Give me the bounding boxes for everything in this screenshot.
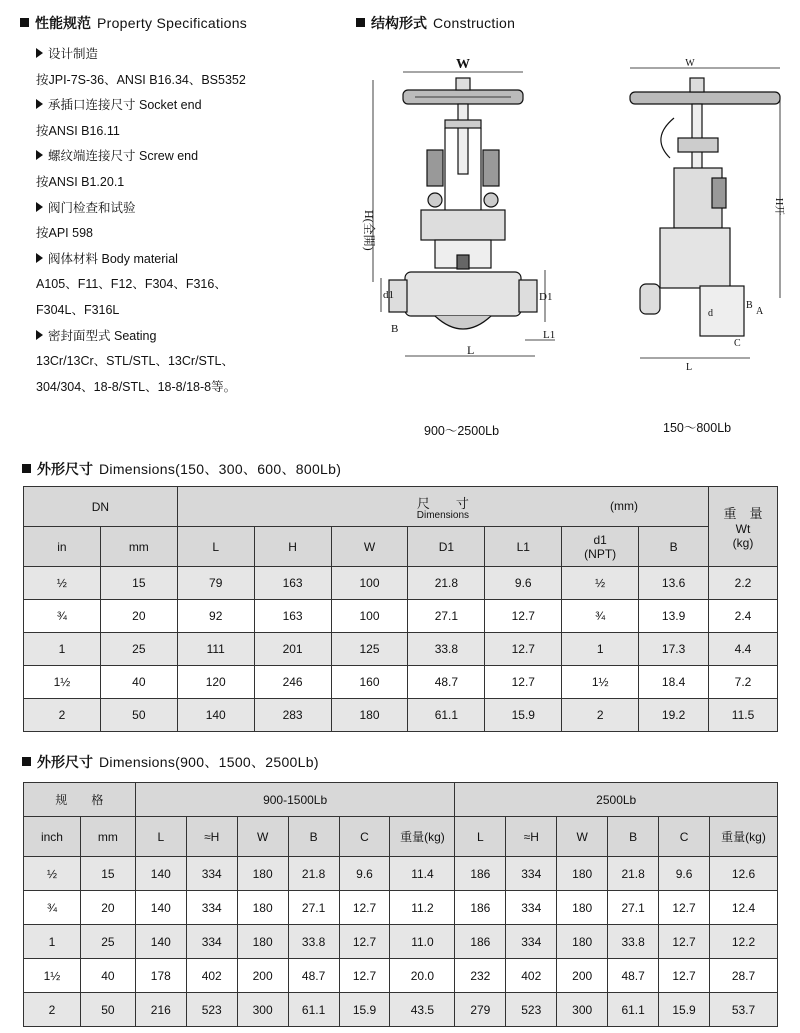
table-cell: 92 — [177, 600, 254, 633]
table-cell: 12.7 — [339, 959, 390, 993]
property-spec-list — [36, 42, 356, 400]
dim-label-w: W — [685, 58, 695, 69]
table-cell: 140 — [135, 857, 186, 891]
table-cell: ¾ — [24, 600, 101, 633]
table-cell: 283 — [254, 699, 331, 732]
table-cell: 12.7 — [485, 600, 562, 633]
table-cell: 33.8 — [408, 633, 485, 666]
table-cell: 216 — [135, 993, 186, 1027]
table-cell: 523 — [506, 993, 557, 1027]
col-l: L — [177, 527, 254, 567]
triangle-bullet-icon — [36, 330, 43, 340]
table-cell: 27.1 — [608, 891, 659, 925]
diagram-caption-left: 900～2500Lb — [424, 424, 500, 438]
table-cell: 28.7 — [710, 959, 778, 993]
table-cell: 12.7 — [659, 891, 710, 925]
table-cell: ½ — [562, 567, 639, 600]
table-cell: 100 — [331, 567, 408, 600]
table-cell: 20 — [80, 891, 135, 925]
dim-label-D1: D1 — [539, 291, 553, 303]
table-row — [24, 959, 778, 993]
spec-detail: F304L、F316L — [36, 302, 120, 317]
table-cell: 140 — [135, 925, 186, 959]
table-cell: 61.1 — [288, 993, 339, 1027]
table-cell: 13.9 — [639, 600, 709, 633]
table-cell: 12.7 — [659, 925, 710, 959]
table-cell: 40 — [80, 959, 135, 993]
table-cell: 12.7 — [339, 925, 390, 959]
table-cell: 186 — [455, 891, 506, 925]
table-cell: 200 — [237, 959, 288, 993]
table-cell: 163 — [254, 567, 331, 600]
table-cell: 200 — [557, 959, 608, 993]
triangle-bullet-icon — [36, 48, 43, 58]
col-D1: D1 — [408, 527, 485, 567]
table-cell: 334 — [506, 857, 557, 891]
square-bullet-icon — [22, 464, 31, 473]
table-cell: 1½ — [562, 666, 639, 699]
table-cell: 300 — [557, 993, 608, 1027]
spec-detail: 13Cr/13Cr、STL/STL、13Cr/STL、 — [36, 354, 234, 369]
table-cell: 163 — [254, 600, 331, 633]
dim-label-h: H开 — [773, 198, 784, 216]
table-cell: 2 — [24, 699, 101, 732]
table-cell: 1 — [24, 925, 81, 959]
table-cell: 21.8 — [288, 857, 339, 891]
table-cell: 402 — [186, 959, 237, 993]
table-cell: 180 — [237, 857, 288, 891]
dimensions-table-900-2500 — [23, 782, 778, 1027]
table-cell: 523 — [186, 993, 237, 1027]
table-cell: 140 — [135, 891, 186, 925]
table-cell: 17.3 — [639, 633, 709, 666]
table-cell: 111 — [177, 633, 254, 666]
table-cell: 201 — [254, 633, 331, 666]
table-cell: 43.5 — [390, 993, 455, 1027]
table-row — [24, 633, 778, 666]
table-cell: 12.6 — [710, 857, 778, 891]
column-header: inch — [24, 817, 81, 857]
table-row — [24, 925, 778, 959]
table-cell: 1½ — [24, 959, 81, 993]
table-cell: 21.8 — [608, 857, 659, 891]
table-cell: 2.2 — [709, 567, 778, 600]
spec-detail: 按ANSI B16.11 — [36, 123, 120, 138]
col-w: W — [331, 527, 408, 567]
table-cell: 50 — [80, 993, 135, 1027]
dim-label-l: L — [686, 362, 693, 373]
spec-header: 规 格 — [24, 783, 136, 817]
dim-label-h: H(全開) — [362, 210, 376, 251]
spec-item: 密封面型式 Seating — [36, 324, 356, 350]
column-header: ≈H — [186, 817, 237, 857]
dn-header: DN — [24, 487, 178, 527]
valve-drawing-150-800 — [630, 58, 790, 378]
column-header: B — [608, 817, 659, 857]
table-cell: 21.8 — [408, 567, 485, 600]
table-cell: 9.6 — [659, 857, 710, 891]
column-header: 重量(kg) — [390, 817, 455, 857]
table-cell: 4.4 — [709, 633, 778, 666]
table-cell: 79 — [177, 567, 254, 600]
table-cell: 53.7 — [710, 993, 778, 1027]
table-cell: 334 — [186, 925, 237, 959]
construction-section-title: 结构形式 Construction — [356, 13, 515, 33]
table-cell: 11.5 — [709, 699, 778, 732]
spec-item: 阀体材料 Body material — [36, 247, 356, 273]
dimensions-header: 尺 寸 Dimensions (mm) — [177, 487, 708, 527]
table-cell: 12.7 — [485, 666, 562, 699]
square-bullet-icon — [22, 757, 31, 766]
table-cell: 1½ — [24, 666, 101, 699]
table-cell: 180 — [237, 925, 288, 959]
column-header: L — [455, 817, 506, 857]
spec-detail: A105、F11、F12、F304、F316、 — [36, 277, 227, 292]
column-header: 重量(kg) — [710, 817, 778, 857]
col-in: in — [24, 527, 101, 567]
table-cell: 1 — [24, 633, 101, 666]
table-cell: 1 — [562, 633, 639, 666]
table-cell: 160 — [331, 666, 408, 699]
table-cell: 180 — [237, 891, 288, 925]
dim-label-c: C — [734, 338, 741, 349]
table-cell: ½ — [24, 857, 81, 891]
spec-item: 阀门检查和试验 — [36, 196, 356, 222]
triangle-bullet-icon — [36, 253, 43, 263]
column-header: ≈H — [506, 817, 557, 857]
table-cell: 334 — [186, 891, 237, 925]
column-header: mm — [80, 817, 135, 857]
table-cell: 48.7 — [608, 959, 659, 993]
table-row — [24, 567, 778, 600]
table-cell: 334 — [506, 925, 557, 959]
column-header: C — [339, 817, 390, 857]
table-cell: 246 — [254, 666, 331, 699]
dim-label-d: d — [708, 308, 713, 319]
table-cell: 33.8 — [288, 925, 339, 959]
table-cell: 40 — [100, 666, 177, 699]
column-header: W — [557, 817, 608, 857]
table-cell: 48.7 — [288, 959, 339, 993]
table-row — [24, 891, 778, 925]
dim-label-l1: L1 — [543, 329, 556, 341]
table-row — [24, 666, 778, 699]
table-cell: 180 — [557, 891, 608, 925]
table-cell: 300 — [237, 993, 288, 1027]
column-header: L — [135, 817, 186, 857]
spec-detail: 按ANSI B1.20.1 — [36, 174, 125, 189]
triangle-bullet-icon — [36, 150, 43, 160]
triangle-bullet-icon — [36, 99, 43, 109]
table-cell: ½ — [24, 567, 101, 600]
table-cell: 9.6 — [339, 857, 390, 891]
square-bullet-icon — [20, 18, 29, 27]
table-cell: 15.9 — [485, 699, 562, 732]
col-mm: mm — [100, 527, 177, 567]
table-cell: 27.1 — [408, 600, 485, 633]
table-cell: 120 — [177, 666, 254, 699]
table-cell: 180 — [331, 699, 408, 732]
table-cell: 13.6 — [639, 567, 709, 600]
table-cell: 402 — [506, 959, 557, 993]
column-header: B — [288, 817, 339, 857]
group-2500-header: 2500Lb — [455, 783, 778, 817]
table-cell: 27.1 — [288, 891, 339, 925]
spec-item: 螺纹端连接尺寸 Screw end — [36, 144, 356, 170]
table-cell: 140 — [177, 699, 254, 732]
table-cell: 12.4 — [710, 891, 778, 925]
table-cell: 18.4 — [639, 666, 709, 699]
spec-section-title: 性能规范 Property Specifications — [20, 13, 247, 33]
column-header: C — [659, 817, 710, 857]
table-cell: 334 — [186, 857, 237, 891]
table2-title: 外形尺寸 Dimensions(900、1500、2500Lb) — [22, 752, 319, 772]
group-900-1500-header: 900-1500Lb — [135, 783, 455, 817]
col-d1: d1 (NPT) — [562, 527, 639, 567]
table-cell: ¾ — [562, 600, 639, 633]
table-cell: 186 — [455, 925, 506, 959]
spec-detail: 304/304、18-8/STL、18-8/18-8等。 — [36, 379, 237, 394]
triangle-bullet-icon — [36, 202, 43, 212]
col-h: H — [254, 527, 331, 567]
dim-label-l: L — [467, 343, 475, 357]
table-cell: 334 — [506, 891, 557, 925]
table-cell: 15 — [80, 857, 135, 891]
table-cell: 11.4 — [390, 857, 455, 891]
table-cell: 9.6 — [485, 567, 562, 600]
dimensions-table-150-800 — [23, 486, 778, 732]
column-header: W — [237, 817, 288, 857]
table-cell: 12.7 — [485, 633, 562, 666]
table-cell: 61.1 — [408, 699, 485, 732]
table-cell: 180 — [557, 925, 608, 959]
table-cell: 232 — [455, 959, 506, 993]
dim-label-B: B — [746, 300, 753, 311]
table-cell: 12.7 — [659, 959, 710, 993]
table-cell: 15 — [100, 567, 177, 600]
square-bullet-icon — [356, 18, 365, 27]
table-cell: 12.7 — [339, 891, 390, 925]
table-cell: 15.9 — [659, 993, 710, 1027]
table-row — [24, 699, 778, 732]
spec-item: 设计制造 — [36, 42, 356, 68]
table-cell: 279 — [455, 993, 506, 1027]
table-cell: 2 — [562, 699, 639, 732]
table-cell: 186 — [455, 857, 506, 891]
table1-title: 外形尺寸 Dimensions(150、300、600、800Lb) — [22, 459, 341, 479]
spec-detail: 按API 598 — [36, 226, 93, 241]
table-cell: 11.0 — [390, 925, 455, 959]
table-cell: ¾ — [24, 891, 81, 925]
table-cell: 15.9 — [339, 993, 390, 1027]
table-cell: 50 — [100, 699, 177, 732]
table-cell: 7.2 — [709, 666, 778, 699]
spec-detail: 按JPI-7S-36、ANSI B16.34、BS5352 — [36, 72, 246, 87]
table-cell: 20 — [100, 600, 177, 633]
table-cell: 125 — [331, 633, 408, 666]
table-cell: 100 — [331, 600, 408, 633]
table-row — [24, 600, 778, 633]
table-cell: 19.2 — [639, 699, 709, 732]
table-cell: 2.4 — [709, 600, 778, 633]
spec-item: 承插口连接尺寸 Socket end — [36, 93, 356, 119]
table-cell: 25 — [100, 633, 177, 666]
table-cell: 12.2 — [710, 925, 778, 959]
table-cell: 11.2 — [390, 891, 455, 925]
table-cell: 20.0 — [390, 959, 455, 993]
table-cell: 33.8 — [608, 925, 659, 959]
valve-drawing-900-2500 — [362, 57, 570, 380]
dim-label-b: B — [391, 323, 399, 335]
table-cell: 2 — [24, 993, 81, 1027]
table-cell: 61.1 — [608, 993, 659, 1027]
table-row — [24, 993, 778, 1027]
table-cell: 25 — [80, 925, 135, 959]
dim-label-A: A — [756, 306, 764, 317]
col-l1: L1 — [485, 527, 562, 567]
dim-label-w: W — [456, 57, 470, 72]
table-cell: 180 — [557, 857, 608, 891]
dim-label-d1: d1 — [383, 289, 394, 301]
weight-header: 重 量 Wt (kg) — [709, 487, 778, 567]
table-row — [24, 857, 778, 891]
col-b: B — [639, 527, 709, 567]
table-cell: 48.7 — [408, 666, 485, 699]
diagram-caption-right: 150～800Lb — [663, 421, 732, 435]
table-cell: 178 — [135, 959, 186, 993]
